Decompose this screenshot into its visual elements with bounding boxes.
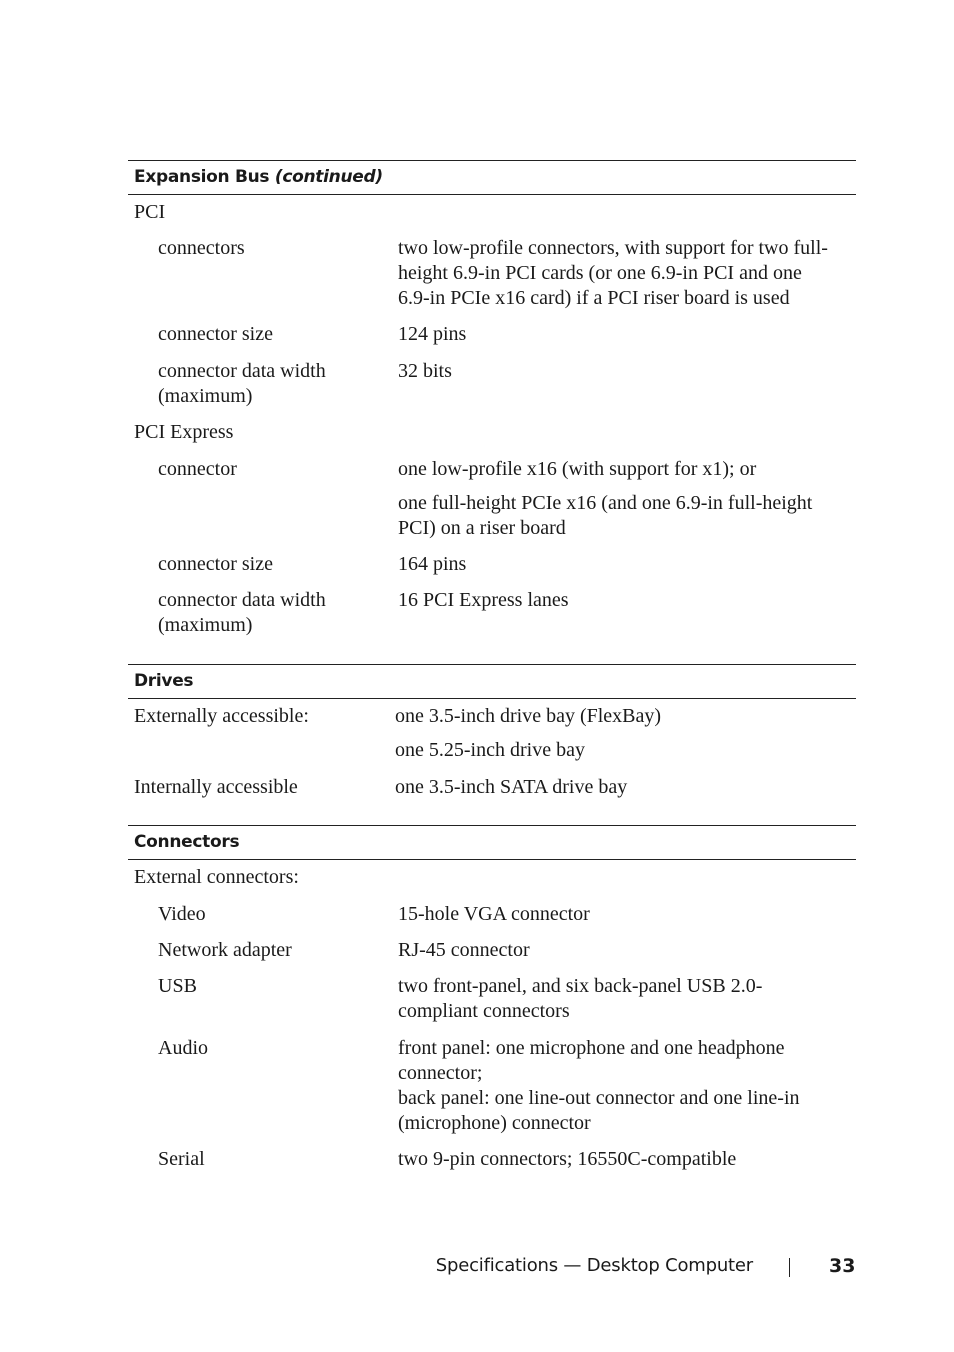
page-footer [0, 1255, 954, 1281]
drives-internal-label: Internally accessible [134, 776, 298, 798]
expansion-bus-section [128, 160, 856, 640]
page-number: 33 [829, 1255, 856, 1277]
pci-data-width-label-line: (maximum) [158, 385, 253, 407]
footer-separator [789, 1258, 790, 1277]
expansion-bus-title: Expansion Bus [134, 167, 270, 187]
pcie-connector-value-line: PCI) on a riser board [398, 517, 566, 539]
pci-label: PCI [134, 201, 166, 223]
pci-data-width-label-line: connector data width [158, 360, 326, 382]
audio-value-line: (microphone) connector [398, 1112, 591, 1134]
pci-connectors-label: connectors [158, 237, 245, 259]
usb-label: USB [158, 975, 197, 997]
audio-value-line: front panel: one microphone and one headphone [398, 1037, 785, 1059]
pcie-data-width-label-line: connector data width [158, 589, 326, 611]
pcie-connector-label: connector [158, 458, 237, 480]
pcie-data-width-value: 16 PCI Express lanes [398, 589, 569, 611]
pcie-connector-value-2 [398, 491, 812, 541]
serial-value: two 9-pin connectors; 16550C-compatible [398, 1148, 737, 1170]
connectors-section [128, 825, 856, 1185]
pci-connector-size-label: connector size [158, 323, 273, 345]
expansion-bus-heading [128, 160, 856, 195]
pcie-data-width-label [158, 588, 326, 638]
pcie-connector-value-1: one low-profile x16 (with support for x1); or [398, 458, 757, 480]
pcie-connector-value-line: one full-height PCIe x16 (and one 6.9-in full-height [398, 492, 813, 514]
drives-external-value-2: one 5.25-inch drive bay [395, 739, 585, 761]
pci-connectors-value-line: 6.9-in PCIe x16 card) if a PCI riser board is used [398, 287, 790, 309]
pci-data-width-label [158, 359, 326, 409]
connectors-heading: Connectors [128, 825, 856, 860]
footer-title: Specifications — Desktop Computer [435, 1255, 753, 1276]
audio-label: Audio [158, 1037, 208, 1059]
pci-connectors-value-line: two low-profile connectors, with support for two full- [398, 237, 828, 259]
pcie-connector-size-label: connector size [158, 553, 273, 575]
drives-internal-value: one 3.5-inch SATA drive bay [395, 776, 628, 798]
drives-section [128, 664, 856, 804]
pcie-connector-size-value: 164 pins [398, 553, 467, 575]
external-connectors-label: External connectors: [134, 866, 299, 888]
drives-external-value-1: one 3.5-inch drive bay (FlexBay) [395, 705, 662, 727]
network-adapter-label: Network adapter [158, 939, 292, 961]
video-value: 15-hole VGA connector [398, 903, 590, 925]
expansion-bus-continued: (continued) [274, 167, 383, 187]
audio-value-line: back panel: one line-out connector and one line-in [398, 1087, 800, 1109]
pcie-data-width-label-line: (maximum) [158, 614, 253, 636]
video-label: Video [158, 903, 206, 925]
network-adapter-value: RJ-45 connector [398, 939, 530, 961]
pci-connectors-value-line: height 6.9-in PCI cards (or one 6.9-in PCI and one [398, 262, 802, 284]
serial-label: Serial [158, 1148, 205, 1170]
usb-value-line: two front-panel, and six back-panel USB 2.0- [398, 975, 763, 997]
pci-connector-size-value: 124 pins [398, 323, 467, 345]
pci-connectors-value [398, 236, 828, 311]
drives-external-label: Externally accessible: [134, 705, 309, 727]
audio-value-line: connector; [398, 1062, 483, 1084]
drives-heading: Drives [128, 664, 856, 699]
usb-value-line: compliant connectors [398, 1000, 570, 1022]
usb-value [398, 974, 762, 1024]
pci-data-width-value: 32 bits [398, 360, 452, 382]
pci-express-label: PCI Express [134, 421, 234, 443]
audio-value [398, 1036, 800, 1136]
